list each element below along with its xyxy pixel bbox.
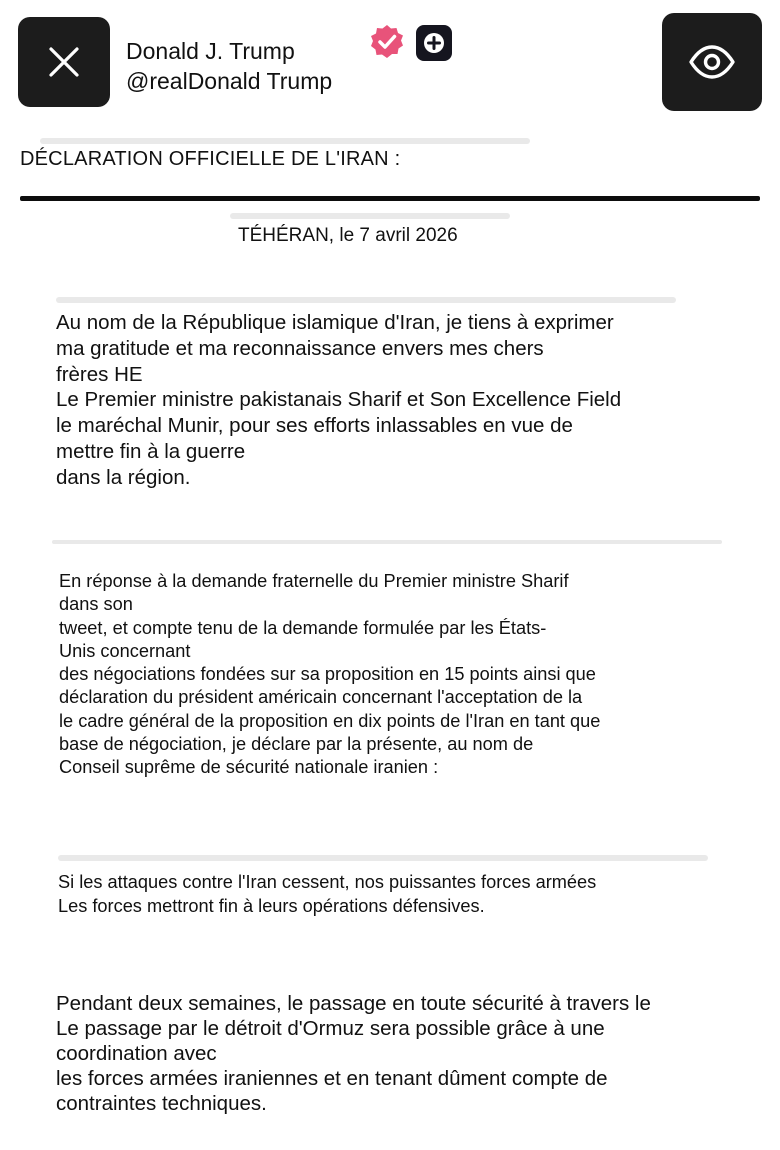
paragraph-hormuz: Pendant deux semaines, le passage en toute sécurité à travers le Le passage par le détroit d'Ormuz sera possible grâce à une coordination avec les forces armées iraniennes et en tenant dûment compte de contraintes techniques.	[56, 992, 651, 1115]
plus-badge-icon	[416, 25, 452, 61]
paragraph-response: En réponse à la demande fraternelle du Premier ministre Sharif dans son tweet, et compte tenu de la demande formulée par les États- Unis concernant des négociations fondées sur sa proposition en 15 points ainsi que déclaration du président américain concernant l'acceptation de la le cadre général de la proposition en dix points de l'Iran en tant que base de négociation, je déclare par la présente, au nom de Conseil suprême de sécurité nationale iranien :	[59, 571, 601, 778]
verified-badge-icon	[369, 24, 405, 60]
paragraph-gratitude: Au nom de la République islamique d'Iran, je tiens à exprimer ma gratitude et ma reconnaissance envers mes chers frères HE Le Premier ministre pakistanais Sharif et Son Excellence Field le maréchal Munir, pour ses efforts inlassables en vue de mettre fin à la guerre dans la région.	[56, 311, 622, 489]
close-button[interactable]	[18, 17, 110, 107]
author-handle: @realDonald Trump	[126, 68, 333, 94]
plus-badge	[416, 25, 452, 61]
eye-icon	[688, 38, 736, 86]
author-block	[126, 36, 332, 96]
dateline: TÉHÉRAN, le 7 avril 2026	[238, 225, 458, 246]
paragraph-ceasefire: Si les attaques contre l'Iran cessent, nos puissantes forces armées Les forces mettront fin à leurs opérations défensives.	[58, 872, 597, 916]
author-name: Donald J. Trump	[126, 38, 295, 64]
view-button[interactable]	[662, 13, 762, 111]
close-icon	[47, 45, 81, 79]
title-divider	[20, 196, 760, 201]
document-title: DÉCLARATION OFFICIELLE DE L'IRAN :	[20, 148, 401, 170]
